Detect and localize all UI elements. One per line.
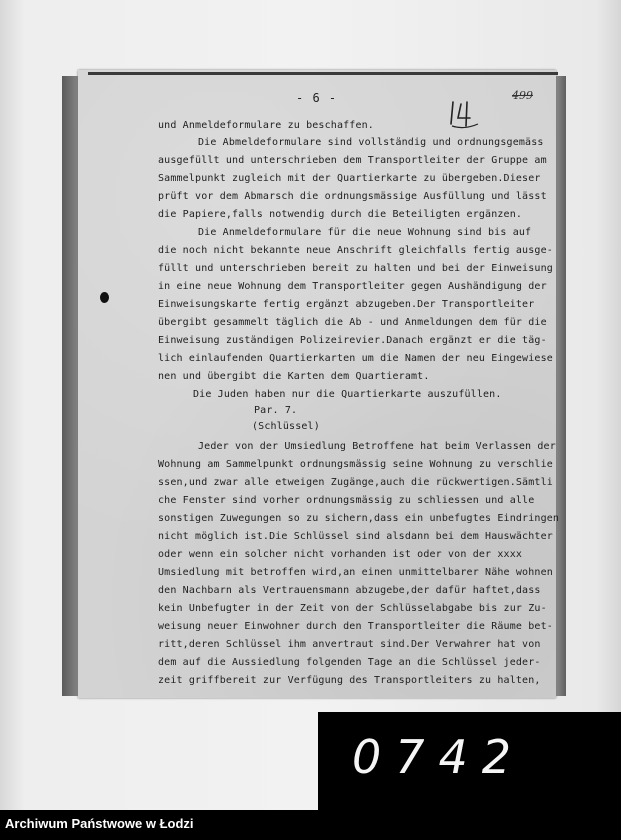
text-line: sonstigen Zuwegungen so zu sichern,dass ein unbefugtes Eindringen [158, 513, 560, 524]
text-line: Die Juden haben nur die Quartierkarte auszufüllen. [193, 389, 502, 400]
text-line: prüft vor dem Abmarsch die ordnungsmässige Ausfüllung und lässt [158, 191, 547, 202]
text-line: weisung neuer Einwohner durch den Transportleiter die Räume bet- [158, 621, 553, 632]
frame-counter: 0742 [352, 730, 526, 784]
text-line: füllt und unterschrieben bereit zu halten und bei der Einweisung [158, 263, 553, 274]
archive-label: Archiwum Państwowe w Łodzi [5, 816, 194, 831]
text-line: Die Abmeldeformulare sind vollständig und ordnungsgemäss [198, 137, 544, 148]
text-line: ssen,und zwar alle etweigen Zugänge,auch die rückwertigen.Sämtli [158, 477, 553, 488]
text-line: Sammelpunkt zugleich mit der Quartierkarte zu übergeben.Dieser [158, 173, 541, 184]
page-number: - 6 - [296, 91, 338, 105]
text-line: nicht möglich ist.Die Schlüssel sind alsdann bei dem Hauswächter [158, 531, 553, 542]
section-heading: Par. 7. [254, 405, 298, 416]
text-line: ausgefüllt und unterschrieben dem Transportleiter der Gruppe am [158, 155, 547, 166]
text-line: che Fenster sind vorher ordnungsmässig zu schliessen und alle [158, 495, 535, 506]
text-line: und Anmeldeformulare zu beschaffen. [158, 120, 374, 131]
text-line: die Papiere,falls notwendig durch die Beteiligten ergänzen. [158, 209, 523, 220]
handwritten-page-mark [448, 96, 482, 130]
text-line: ritt,deren Schlüssel ihm anvertraut sind.Der Verwahrer hat von [158, 639, 541, 650]
section-subtitle: (Schlüssel) [252, 421, 320, 432]
text-line: kein Unbefugter in der Zeit von der Schlüsselabgabe bis zur Zu- [158, 603, 547, 614]
archive-footer [0, 810, 621, 840]
text-line: die noch nicht bekannte neue Anschrift gleichfalls fertig ausge- [158, 245, 553, 256]
text-line: nen und übergibt die Karten dem Quartieramt. [158, 371, 430, 382]
text-line: lich einlaufenden Quartierkarten um die Namen der neu Eingewiese [158, 353, 553, 364]
folio-stamp: 499 [512, 89, 533, 102]
text-line: Einweisungskarte fertig ergänzt abzugeben.Der Transportleiter [158, 299, 535, 310]
text-line: dem auf die Aussiedlung folgenden Tage an die Schlüssel jeder- [158, 657, 541, 668]
text-line: übergibt gesammelt täglich die Ab - und Anmeldungen dem für die [158, 317, 547, 328]
punch-hole [100, 292, 109, 303]
page-top-edge [88, 72, 558, 75]
text-line: Einweisung zuständigen Polizeirevier.Danach ergänzt er die täg- [158, 335, 547, 346]
text-line: Wohnung am Sammelpunkt ordnungsmässig seine Wohnung zu verschlie [158, 459, 553, 470]
text-line: Jeder von der Umsiedlung Betroffene hat beim Verlassen der [198, 441, 556, 452]
text-line: zeit griffbereit zur Verfügung des Transportleiters zu halten, [158, 675, 541, 686]
text-line: den Nachbarn als Vertrauensmann abzugebe,der dafür haftet,dass [158, 585, 541, 596]
text-line: oder wenn ein solcher nicht vorhanden ist oder von der xxxx [158, 549, 523, 560]
text-line: Die Anmeldeformulare für die neue Wohnung sind bis auf [198, 227, 532, 238]
text-line: Umsiedlung mit betroffen wird,an einen unmittelbarer Nähe wohnen [158, 567, 553, 578]
text-line: in eine neue Wohnung dem Transportleiter gegen Aushändigung der [158, 281, 547, 292]
